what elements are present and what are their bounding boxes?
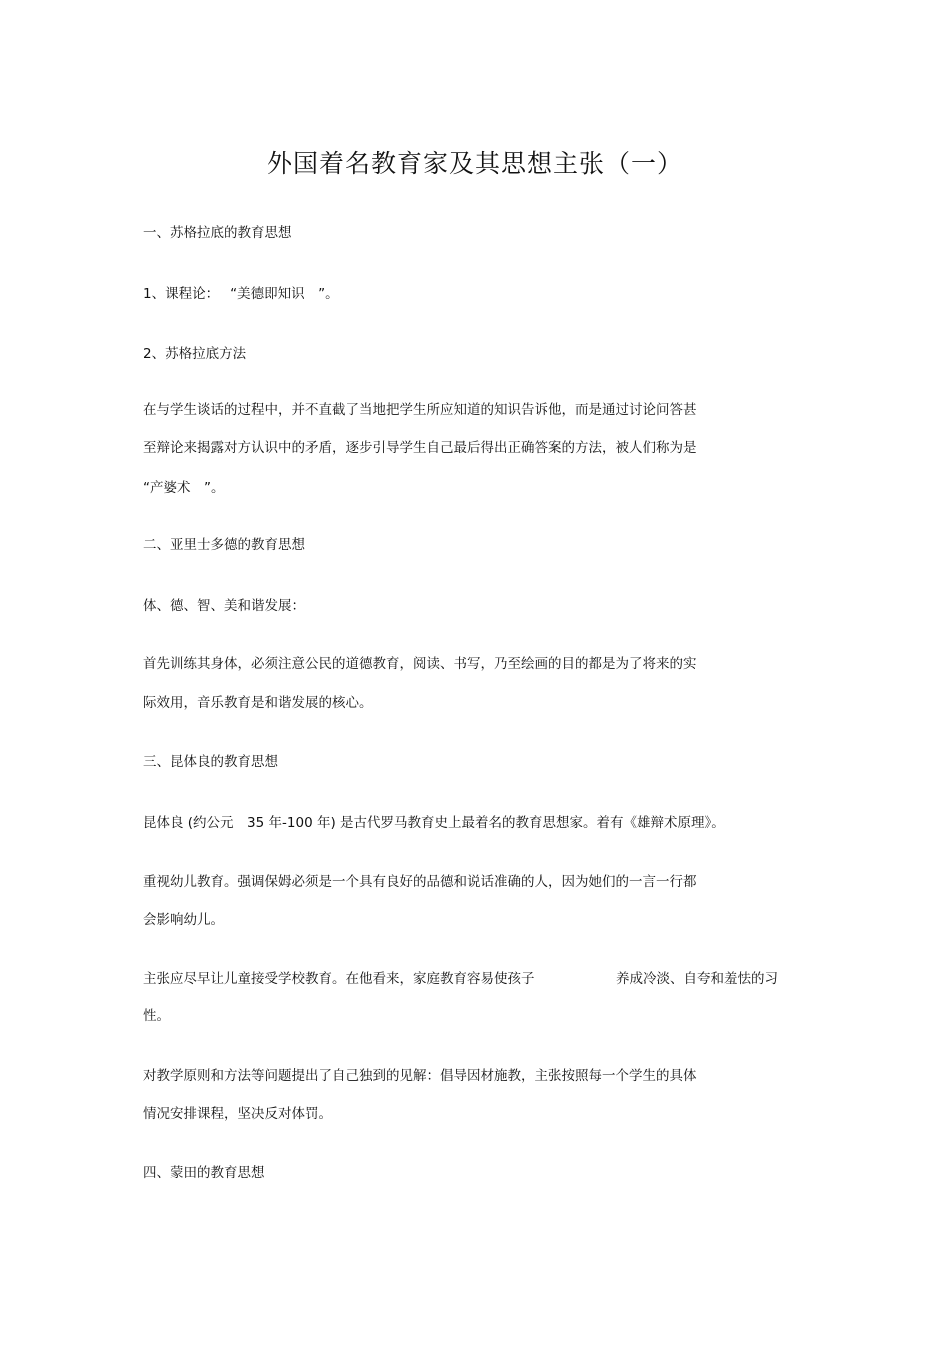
- paragraph-line: 会影响幼儿。: [143, 912, 224, 928]
- section-heading-quintilian: 三、昆体良的教育思想: [143, 754, 278, 770]
- page-title: 外国着名教育家及其思想主张（一）: [266, 149, 683, 178]
- quintilian-intro-line: 昆体良 (约公元 35 年-100 年) 是古代罗马教育史上最着名的教育思想家。着有《雄辩术原理》。: [143, 815, 725, 831]
- paragraph-line: “产婆术 ”。: [143, 480, 225, 496]
- paragraph-line: 在与学生谈话的过程中，并不直截了当地把学生所应知道的知识告诉他，而是通过讨论问答甚: [143, 402, 697, 418]
- curriculum-theory-line: 1、课程论： “美德即知识 ”。: [143, 286, 339, 302]
- harmonious-development-line: 体、德、智、美和谐发展：: [143, 598, 305, 614]
- paragraph-line: 性。: [143, 1008, 170, 1024]
- section-heading-montaigne: 四、蒙田的教育思想: [143, 1165, 265, 1181]
- socratic-method-heading: 2、苏格拉底方法: [143, 346, 247, 362]
- section-heading-socrates: 一、苏格拉底的教育思想: [143, 225, 292, 241]
- paragraph-line: 主张应尽早让儿童接受学校教育。在他看来，家庭教育容易使孩子: [143, 971, 535, 987]
- paragraph-line: 首先训练其身体，必须注意公民的道德教育，阅读、书写，乃至绘画的目的都是为了将来的实: [143, 656, 697, 672]
- paragraph-line: 重视幼儿教育。强调保姆必须是一个具有良好的品德和说话准确的人，因为她们的一言一行都: [143, 874, 697, 890]
- paragraph-line: 情况安排课程，坚决反对体罚。: [143, 1106, 332, 1122]
- section-heading-aristotle: 二、亚里士多德的教育思想: [143, 537, 305, 553]
- paragraph-line: 际效用，音乐教育是和谐发展的核心。: [143, 695, 373, 711]
- paragraph-line-continuation: 养成冷淡、自夸和羞怯的习: [616, 971, 778, 987]
- paragraph-line: 至辩论来揭露对方认识中的矛盾，逐步引导学生自己最后得出正确答案的方法，被人们称为是: [143, 440, 697, 456]
- paragraph-line: 对教学原则和方法等问题提出了自己独到的见解：倡导因材施教，主张按照每一个学生的具体: [143, 1068, 697, 1084]
